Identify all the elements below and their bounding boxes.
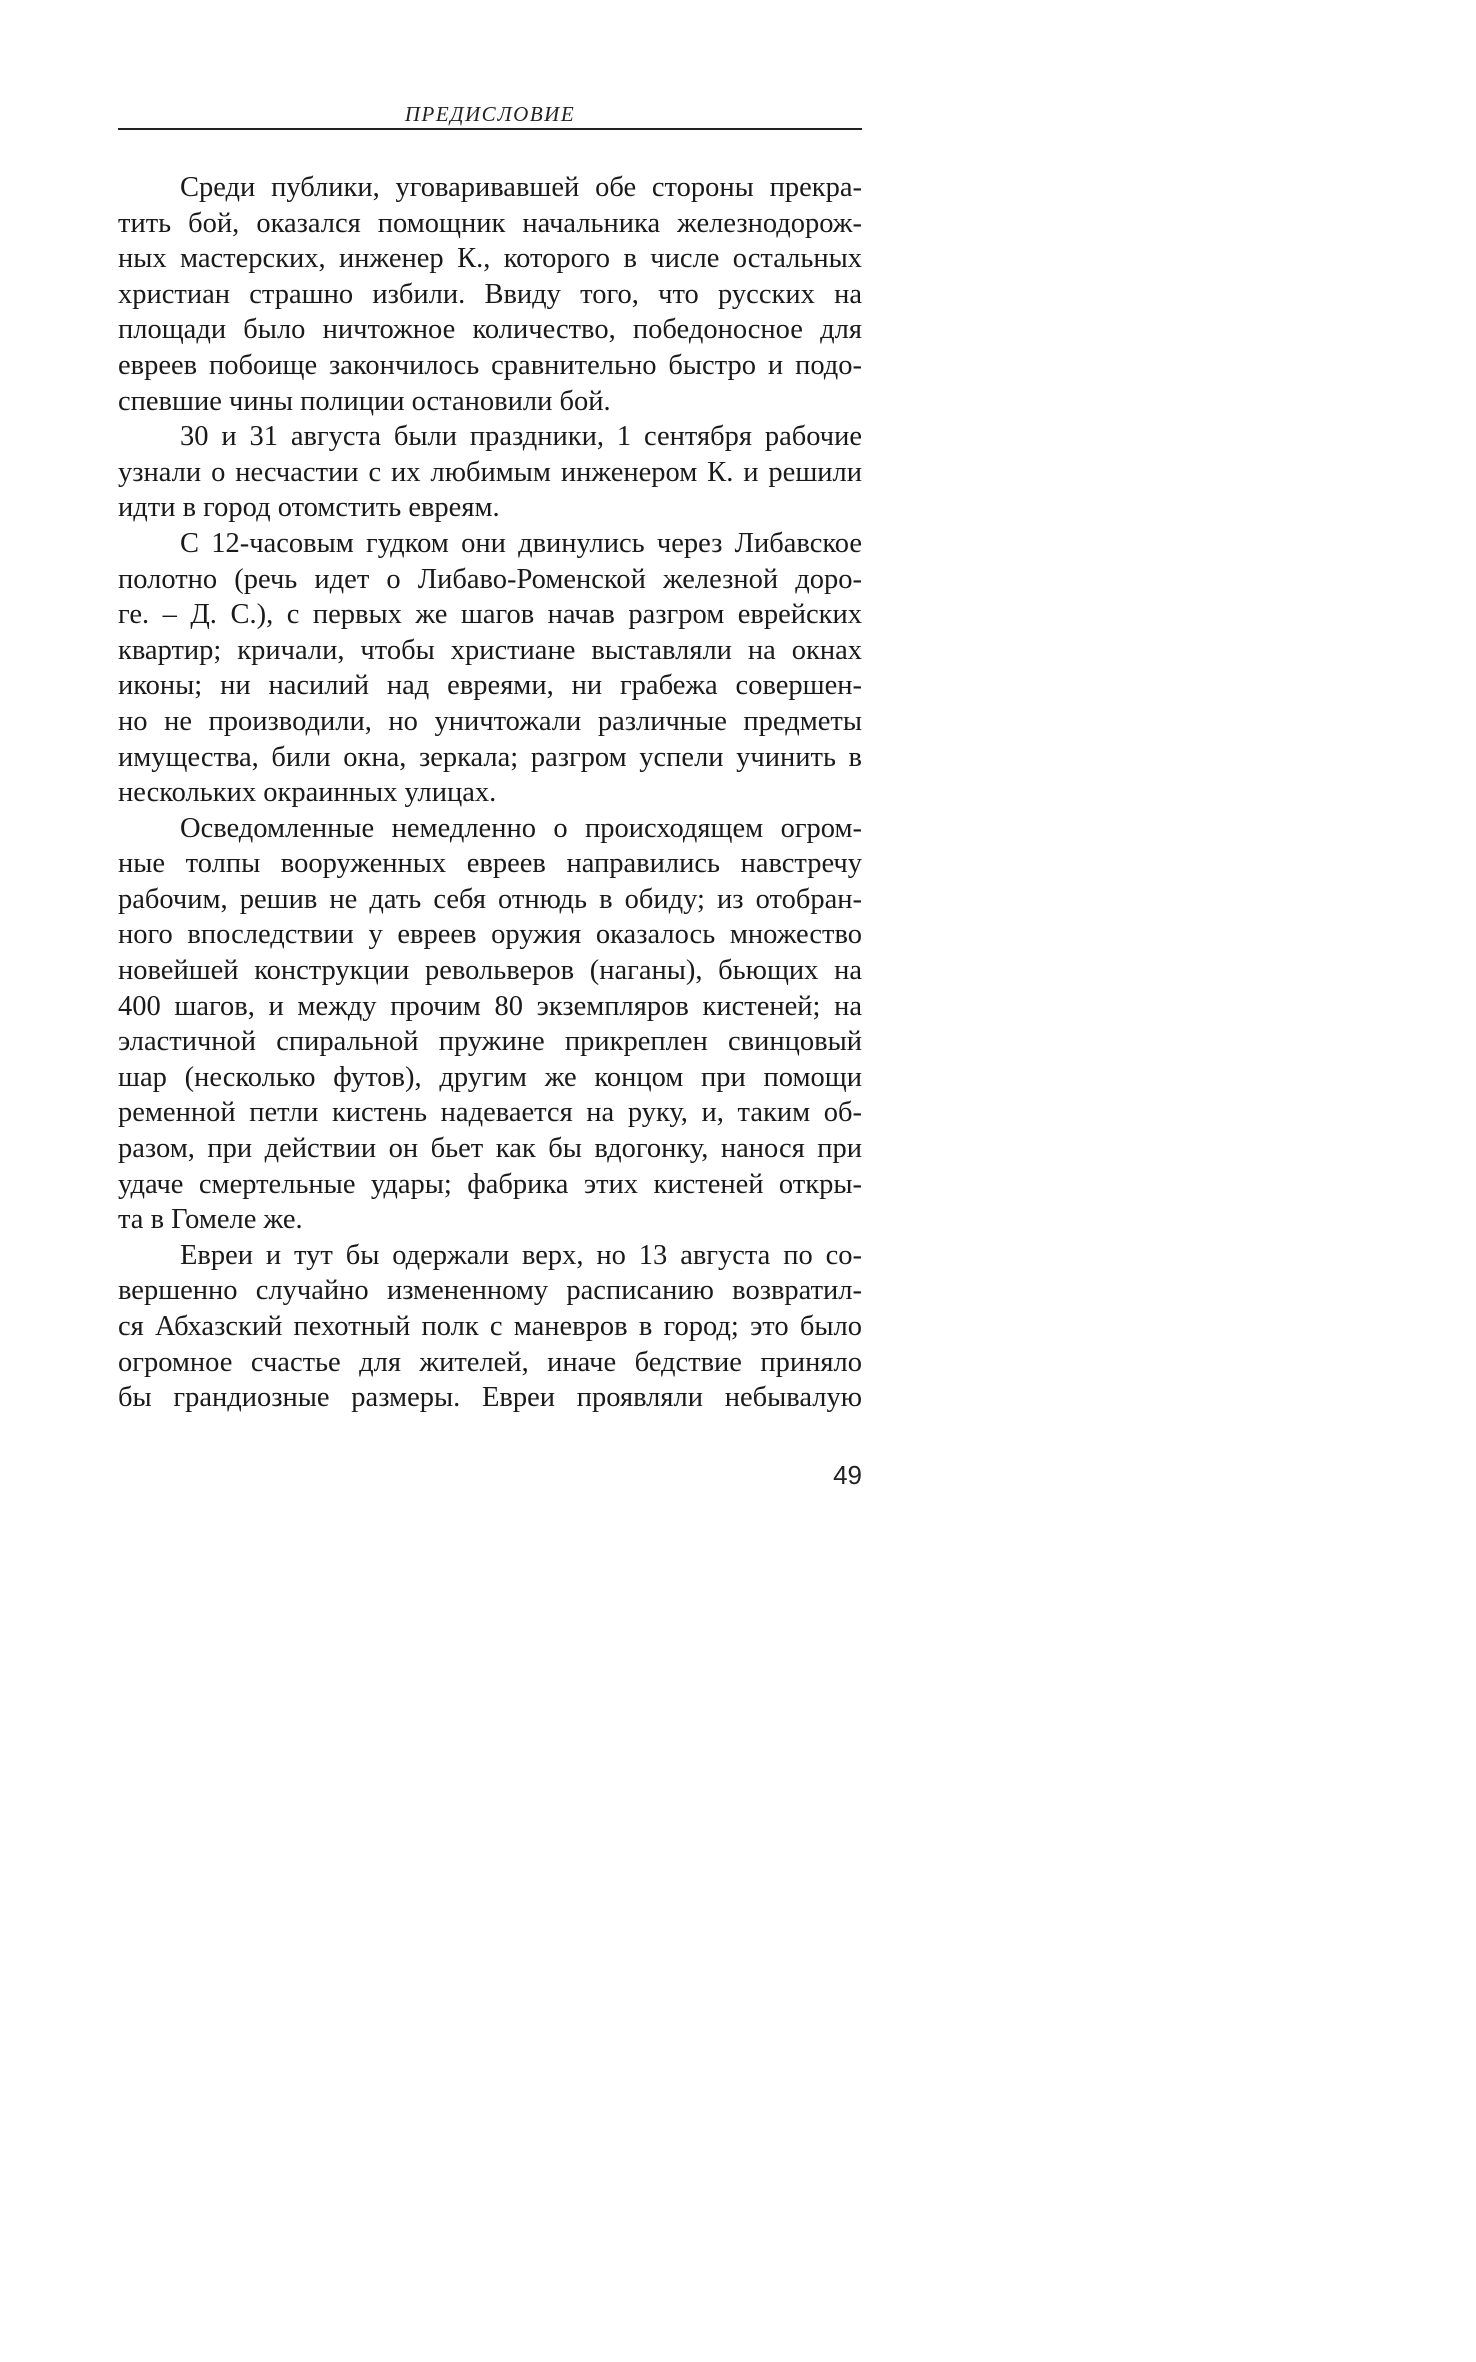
text-line: ся Абхазский пехотный полк с маневров в город; это было: [118, 1311, 862, 1342]
text-line: евреев побоище закончилось сравнительно быстро и подо-: [118, 349, 862, 381]
text-line: площади было ничтожное количество, победоносное для: [118, 314, 862, 346]
body-text: [118, 170, 862, 1416]
text-line: 30 и 31 августа были праздники, 1 сентября рабочие: [180, 421, 862, 453]
text-line: 400 шагов, и между прочим 80 экземпляров кистеней; на: [118, 990, 862, 1022]
text-line: иконы; ни насилий над евреями, ни грабежа совершен-: [118, 670, 862, 702]
text-line: ременной петли кистень надевается на руку, и, таким об-: [118, 1097, 862, 1129]
text-line: рабочим, решив не дать себя отнюдь в обиду; из отобран-: [118, 883, 862, 915]
text-line: христиан страшно избили. Ввиду того, что русских на: [118, 278, 862, 310]
text-line: вершенно случайно измененному расписанию возвратил-: [118, 1275, 862, 1307]
text-line: ных мастерских, инженер К., которого в числе остальных: [118, 243, 862, 275]
text-line: удаче смертельные удары; фабрика этих кистеней откры-: [118, 1168, 862, 1200]
text-line: тить бой, оказался помощник начальника железнодорож-: [118, 207, 862, 239]
text-line: но не производили, но уничтожали различные предметы: [118, 705, 862, 737]
text-line: узнали о несчастии с их любимым инженером К. и решили: [118, 456, 862, 488]
text-line: ного впоследствии у евреев оружия оказалось множество: [118, 919, 862, 951]
text-line: квартир; кричали, чтобы христиане выставляли на окнах: [118, 634, 862, 666]
header-rule: [118, 128, 862, 130]
book-page: [0, 0, 960, 1536]
text-line: идти в город отомстить евреям.: [118, 492, 500, 524]
text-line: Среди публики, уговаривавшей обе стороны прекра-: [180, 172, 862, 203]
text-line: полотно (речь идет о Либаво-Роменской железной доро-: [118, 563, 862, 595]
text-line: огромное счастье для жителей, иначе бедствие приняло: [118, 1346, 862, 1378]
text-line: Осведомленные немедленно о происходящем огром-: [180, 812, 862, 844]
paragraph: [118, 1238, 862, 1416]
text-line: эластичной спиральной пружине прикреплен свинцовый: [118, 1026, 862, 1058]
paragraph: [118, 811, 862, 1238]
text-line: та в Гомеле же.: [118, 1204, 303, 1236]
text-line: имущества, били окна, зеркала; разгром успели учинить в: [118, 741, 862, 773]
text-line: шар (несколько футов), другим же концом при помощи: [118, 1061, 862, 1093]
running-head: ПРЕДИСЛОВИЕ: [404, 102, 576, 126]
text-line: ные толпы вооруженных евреев направились навстречу: [118, 848, 862, 880]
paragraph: [118, 526, 862, 811]
page-number: 49: [833, 1460, 862, 1490]
text-line: спевшие чины полиции остановили бой.: [118, 385, 611, 417]
text-line: ге. – Д. С.), с первых же шагов начав разгром еврейских: [118, 599, 862, 631]
text-line: Евреи и тут бы одержали верх, но 13 августа по со-: [180, 1239, 862, 1271]
paragraph: [118, 170, 862, 419]
text-line: новейшей конструкции револьверов (наганы), бьющих на: [118, 955, 862, 987]
text-line: бы грандиозные размеры. Евреи проявляли небывалую: [118, 1382, 862, 1414]
paragraph: [118, 419, 862, 526]
text-line: С 12-часовым гудком они двинулись через Либавское: [180, 527, 862, 559]
text-line: разом, при действии он бьет как бы вдогонку, нанося при: [118, 1133, 862, 1165]
text-line: нескольких окраинных улицах.: [118, 777, 497, 809]
